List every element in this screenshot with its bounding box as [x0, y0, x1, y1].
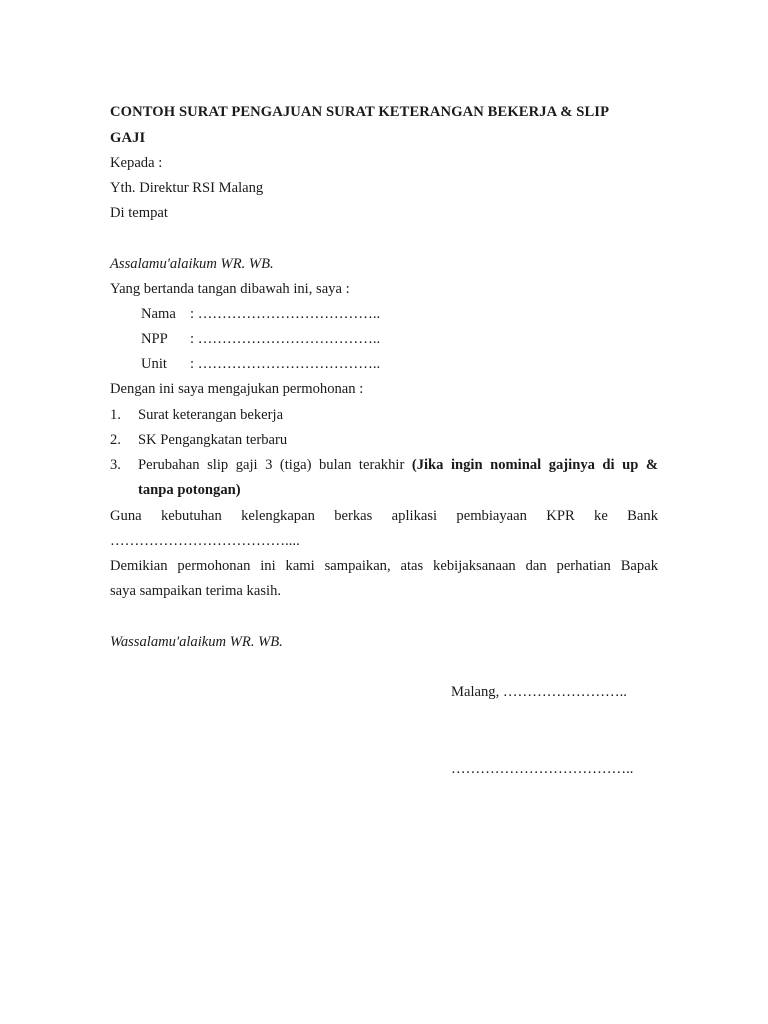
title-line-1: CONTOH SURAT PENGAJUAN SURAT KETERANGAN BEKERJA & SLIP [110, 104, 610, 120]
field-label: Nama [141, 306, 176, 322]
list-text: Perubahan slip gaji 3 (tiga) bulan terakhir [138, 457, 405, 473]
field-label: NPP [141, 331, 168, 347]
list-text: Surat keterangan bekerja [138, 407, 284, 423]
recipient-name: Yth. Direktur RSI Malang [110, 180, 264, 196]
list-number: 1. [110, 407, 121, 423]
purpose-line-2: ……………………………….... [110, 533, 300, 549]
list-text-bold: (Jika ingin nominal gajinya di up & [411, 457, 659, 473]
closing-line-2: saya sampaikan terima kasih. [110, 583, 282, 599]
list-text: SK Pengangkatan terbaru [138, 432, 288, 448]
intro-text: Yang bertanda tangan dibawah ini, saya : [110, 281, 350, 297]
request-intro: Dengan ini saya mengajukan permohonan : [110, 381, 364, 397]
field-value: : ……………………………….. [190, 331, 381, 347]
greeting: Assalamu'alaikum WR. WB. [110, 256, 274, 272]
field-value: : ……………………………….. [190, 306, 381, 322]
recipient-place: Di tempat [110, 205, 168, 221]
closing-line-1: Demikian permohonan ini kami sampaikan, atas kebijaksanaan dan perhatian Bapak [110, 558, 658, 574]
signature-place-date: Malang, …………………….. [451, 684, 627, 700]
list-text-bold-continued: tanpa potongan) [138, 482, 241, 498]
recipient-kepada: Kepada : [110, 155, 163, 171]
farewell: Wassalamu'alaikum WR. WB. [110, 634, 283, 650]
list-text-line [138, 456, 658, 474]
signature-name-line: ……………………………….. [451, 761, 634, 777]
list-number: 2. [110, 432, 121, 448]
field-value: : ……………………………….. [190, 356, 381, 372]
field-label: Unit [141, 356, 167, 372]
title-line-2: GAJI [110, 130, 146, 146]
list-number: 3. [110, 457, 121, 473]
purpose-line-1: Guna kebutuhan kelengkapan berkas aplikasi pembiayaan KPR ke Bank [110, 508, 658, 524]
